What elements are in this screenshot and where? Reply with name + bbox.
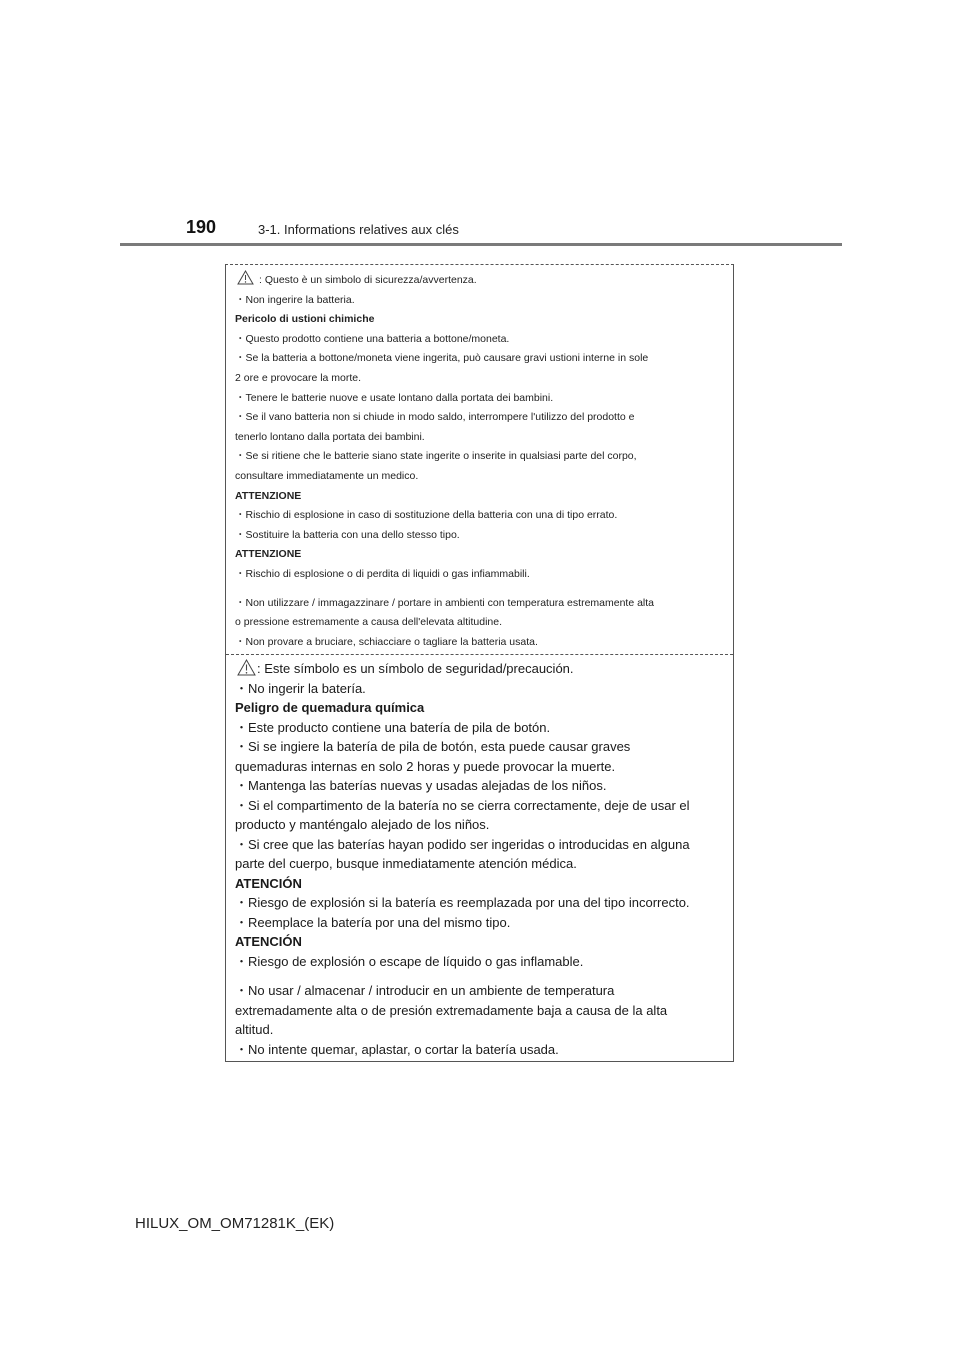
spanish-compartment-line-2: producto y manténgalo alejado de los niños. [235, 817, 490, 832]
italian-temperature-line-1: ・Non utilizzare / immagazzinare / portare in ambienti con temperatura estremamente alta [235, 596, 655, 609]
italian-swallowed-line-1: ・Se la batteria a bottone/moneta viene ingerita, può causare gravi ustioni interne in sole [235, 352, 649, 365]
spanish-burn-heading: Peligro de quemadura química [235, 700, 425, 715]
spanish-swallowed-line-2: quemaduras internas en solo 2 horas y puede provocar la muerte. [235, 758, 616, 774]
italian-spacer [235, 585, 723, 594]
italian-keep-away: ・Tenere le batterie nuove e usate lontano dalla portata dei bambini. [235, 391, 554, 404]
spanish-explosion-leak: ・Riesgo de explosión o escape de líquido o gas inflamable. [235, 953, 584, 969]
spanish-compartment-line-1: ・Si el compartimento de la batería no se cierra correctamente, deje de usar el [235, 797, 690, 813]
italian-symbol-text: : Questo è un simbolo di sicurezza/avvertenza. [259, 274, 477, 286]
spanish-symbol-line [235, 659, 727, 679]
italian-explosion-leak: ・Rischio di esplosione o di perdita di liquidi o gas infiammabili. [235, 567, 530, 580]
italian-explosion-wrong-type: ・Rischio di esplosione in caso di sostituzione della batteria con una di tipo errato. [235, 509, 618, 522]
spanish-contains-battery: ・Este producto contiene una batería de pila de botón. [235, 719, 551, 735]
italian-caution-heading-1: ATTENZIONE [235, 489, 302, 502]
spanish-if-swallowed-line-1: ・Si cree que las baterías hayan podido ser ingeridas o introducidas en alguna [235, 836, 690, 852]
italian-no-burn: ・Non provare a bruciare, schiacciare o tagliare la batteria usata. [235, 635, 538, 648]
spanish-replace-same-type: ・Reemplace la batería por una del mismo tipo. [235, 914, 511, 930]
spanish-spacer [235, 971, 727, 981]
spanish-symbol-text: : Este símbolo es un símbolo de seguridad/precaución. [257, 661, 574, 676]
italian-if-swallowed-line-2: consultare immediatamente un medico. [235, 469, 419, 482]
warning-triangle-icon [237, 659, 256, 676]
header-divider [120, 243, 842, 246]
italian-compartment-line-1: ・Se il vano batteria non si chiude in modo saldo, interrompere l'utilizzo del prodotto e [235, 411, 635, 424]
italian-contains-battery: ・Questo prodotto contiene una batteria a bottone/moneta. [235, 332, 510, 345]
spanish-keep-away: ・Mantenga las baterías nuevas y usadas alejadas de los niños. [235, 778, 607, 793]
document-code: HILUX_OM_OM71281K_(EK) [135, 1215, 335, 1232]
spanish-if-swallowed-line-2: parte del cuerpo, busque inmediatamente atención médica. [235, 856, 577, 871]
spanish-temperature-line-1: ・No usar / almacenar / introducir en un ambiente de temperatura [235, 983, 615, 998]
italian-caution-heading-2: ATTENZIONE [235, 548, 302, 561]
battery-warning-box [225, 264, 734, 1062]
spanish-warning-block [235, 659, 727, 1059]
spanish-temperature-line-2: extremadamente alta o de presión extremadamente baja a causa de la alta [235, 1002, 668, 1018]
spanish-swallowed-line-1: ・Si se ingiere la batería de pila de botón, esta puede causar graves [235, 739, 631, 754]
italian-compartment-line-2: tenerlo lontano dalla portata dei bambini. [235, 430, 425, 443]
italian-if-swallowed-line-1: ・Se si ritiene che le batterie siano state ingerite o inserite in qualsiasi parte del corpo, [235, 450, 637, 463]
spanish-caution-heading-2: ATENCIÓN [235, 934, 302, 949]
spanish-no-ingest: ・No ingerir la batería. [235, 680, 366, 696]
warning-triangle-icon [237, 270, 254, 285]
spanish-explosion-wrong-type: ・Riesgo de explosión si la batería es reemplazada por una del tipo incorrecto. [235, 895, 690, 910]
spanish-caution-heading-1: ATENCIÓN [235, 875, 302, 891]
language-divider [226, 654, 733, 655]
italian-swallowed-line-2: 2 ore e provocare la morte. [235, 371, 362, 384]
italian-temperature-line-2: o pressione estremamente a causa dell'elevata altitudine. [235, 616, 502, 629]
italian-warning-block [235, 270, 723, 652]
italian-replace-same-type: ・Sostituire la batteria con una dello stesso tipo. [235, 528, 460, 541]
italian-no-ingest: ・Non ingerire la batteria. [235, 293, 355, 306]
page-number: 190 [186, 217, 217, 237]
section-title: 3-1. Informations relatives aux clés [258, 222, 459, 237]
spanish-no-burn: ・No intente quemar, aplastar, o cortar la batería usada. [235, 1041, 559, 1057]
spanish-temperature-line-3: altitud. [235, 1022, 274, 1037]
italian-burn-heading: Pericolo di ustioni chimiche [235, 313, 375, 326]
italian-symbol-line [235, 270, 723, 291]
